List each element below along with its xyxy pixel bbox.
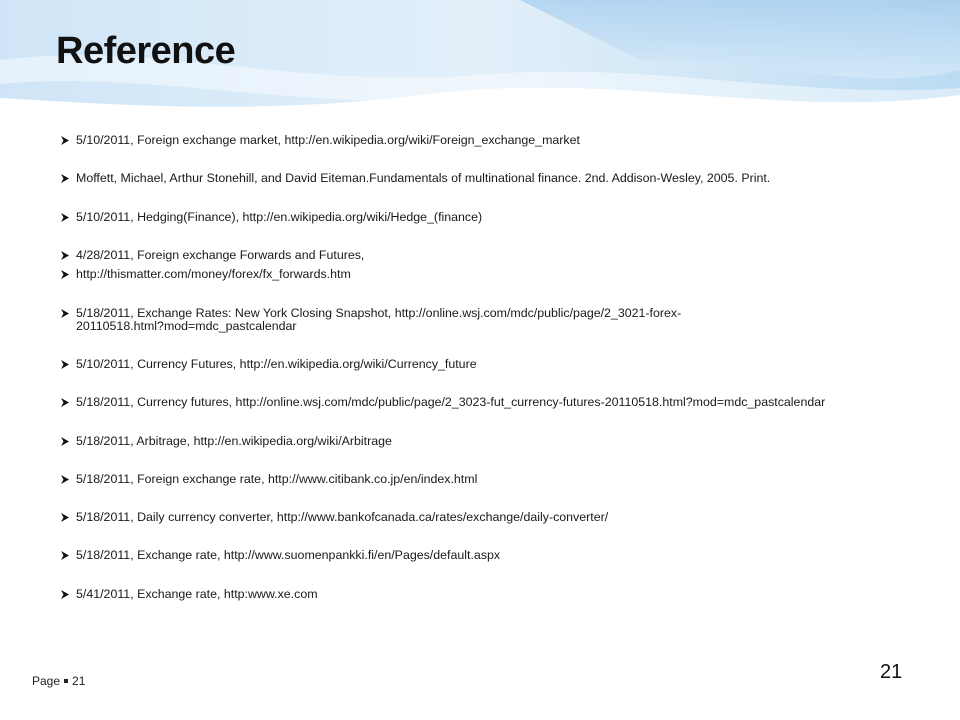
reference-text: 5/10/2011, Foreign exchange market, http://en.wikipedia.org/wiki/Foreign_exchange_market — [76, 133, 580, 147]
arrow-bullet-icon — [60, 269, 70, 280]
slide-title: Reference — [56, 30, 236, 72]
reference-item — [60, 588, 910, 601]
reference-item — [60, 396, 910, 409]
arrow-bullet-icon — [60, 250, 70, 261]
slide-number: 21 — [880, 661, 903, 683]
reference-item — [60, 134, 910, 147]
reference-text: 5/18/2011, Daily currency converter, http://www.bankofcanada.ca/rates/exchange/daily-converter/ — [76, 510, 609, 524]
reference-text: 5/10/2011, Hedging(Finance), http://en.wikipedia.org/wiki/Hedge_(finance) — [76, 210, 483, 224]
reference-text: 5/10/2011, Currency Futures, http://en.wikipedia.org/wiki/Currency_future — [76, 357, 477, 371]
reference-item — [60, 511, 910, 524]
arrow-bullet-icon — [60, 512, 70, 523]
reference-item — [60, 435, 910, 448]
arrow-bullet-icon — [60, 397, 70, 408]
reference-text: http://thismatter.com/money/forex/fx_forwards.htm — [76, 267, 351, 281]
arrow-bullet-icon — [60, 474, 70, 485]
reference-text: 5/18/2011, Exchange rate, http://www.suomenpankki.fi/en/Pages/default.aspx — [76, 548, 501, 562]
reference-item — [60, 307, 750, 333]
footer-page-indicator — [32, 674, 85, 688]
arrow-bullet-icon — [60, 308, 70, 319]
reference-item — [60, 211, 910, 224]
arrow-bullet-icon — [60, 212, 70, 223]
arrow-bullet-icon — [60, 550, 70, 561]
page-label: Page — [32, 674, 61, 688]
reference-text: 5/18/2011, Foreign exchange rate, http://www.citibank.co.jp/en/index.html — [76, 472, 478, 486]
reference-text: 5/18/2011, Arbitrage, http://en.wikipedia.org/wiki/Arbitrage — [76, 434, 392, 448]
arrow-bullet-icon — [60, 173, 70, 184]
reference-item — [60, 549, 910, 562]
arrow-bullet-icon — [60, 135, 70, 146]
reference-item — [60, 172, 910, 185]
reference-text: 5/41/2011, Exchange rate, http:www.xe.com — [76, 587, 318, 601]
arrow-bullet-icon — [60, 359, 70, 370]
reference-item — [60, 358, 910, 371]
arrow-bullet-icon — [60, 589, 70, 600]
square-separator-icon — [64, 679, 68, 683]
page-number: 21 — [72, 674, 86, 688]
reference-item — [60, 473, 910, 486]
reference-text: 5/18/2011, Currency futures, http://online.wsj.com/mdc/public/page/2_3023-fut_currency-futures-20110518.html?mod=mdc_pastcalendar — [76, 395, 826, 409]
arrow-bullet-icon — [60, 436, 70, 447]
reference-text: 4/28/2011, Foreign exchange Forwards and Futures, — [76, 248, 365, 262]
reference-item — [60, 249, 910, 262]
reference-item — [60, 268, 910, 281]
reference-text: Moffett, Michael, Arthur Stonehill, and David Eiteman.Fundamentals of multinational finance. 2nd. Addison-Wesley, 2005. Print. — [76, 171, 771, 185]
reference-text: 5/18/2011, Exchange Rates: New York Closing Snapshot, http://online.wsj.com/mdc/public/page/2_3021-forex-20110518.html?mod=mdc_pastcalendar — [76, 306, 682, 333]
